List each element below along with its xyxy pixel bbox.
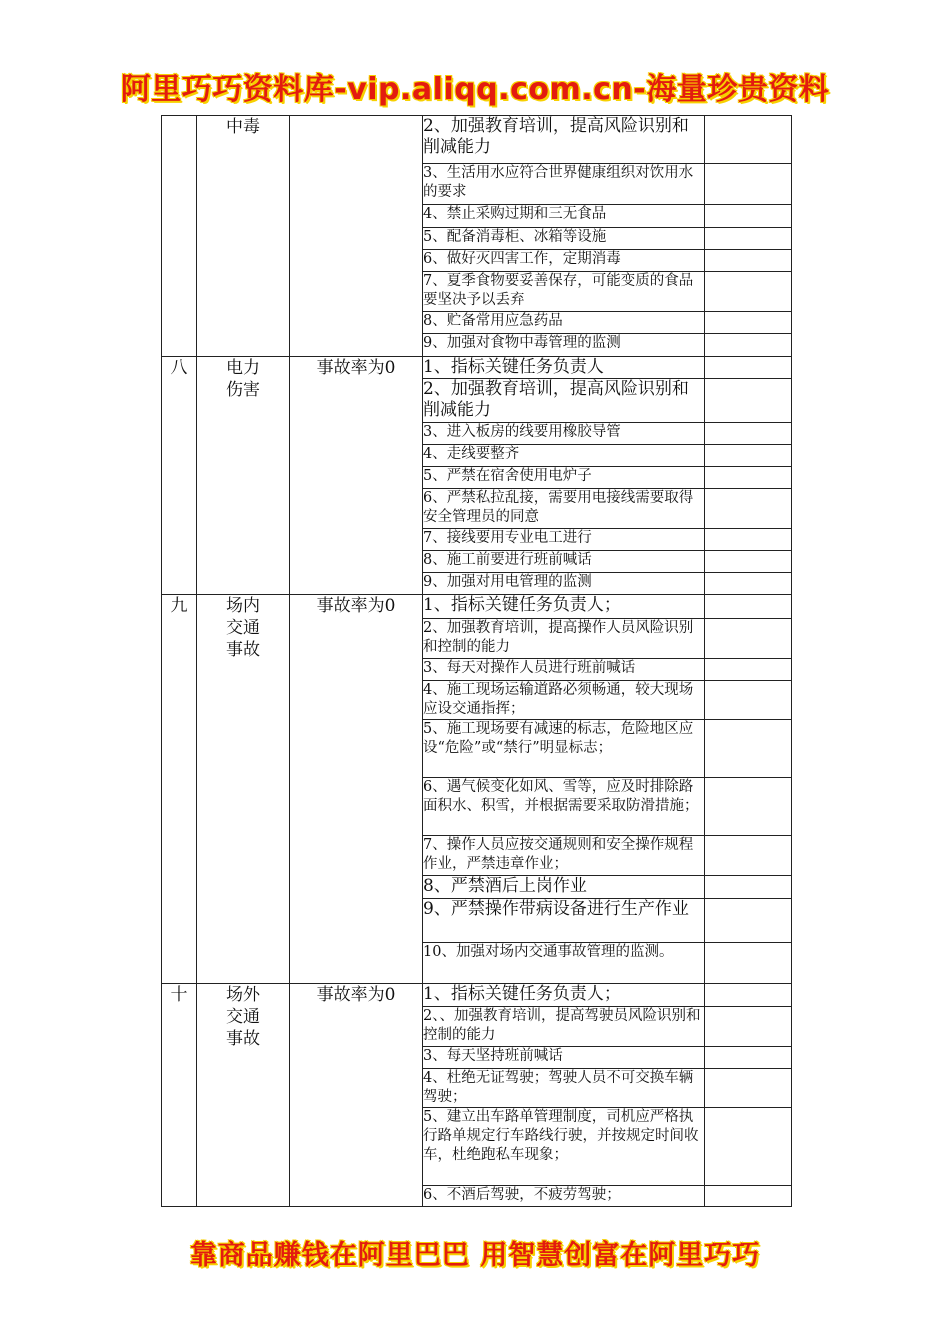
measure-item: 2、加强教育培训，提高风险识别和削减能力: [423, 116, 705, 164]
remark-cell: [705, 250, 792, 272]
remark-cell: [705, 573, 792, 595]
measure-item: 1、指标关键任务负责人: [423, 357, 705, 379]
remark-cell: [705, 943, 792, 984]
remark-cell: [705, 1007, 792, 1047]
target-cell: 事故率为0: [290, 595, 423, 984]
measure-item: 5、严禁在宿舍使用电炉子: [423, 467, 705, 489]
remark-cell: [705, 164, 792, 205]
header-banner: 阿里巧巧资料库-vip.aliqq.com.cn-海量珍贵资料: [120, 72, 830, 107]
measure-item: 9、加强对食物中毒管理的监测: [423, 334, 705, 357]
remark-cell: [705, 489, 792, 529]
table-row: [162, 595, 792, 619]
measure-item: 8、严禁酒后上岗作业: [423, 876, 705, 899]
measure-item: 4、禁止采购过期和三无食品: [423, 205, 705, 228]
remark-cell: [705, 720, 792, 778]
remark-cell: [705, 205, 792, 228]
hazard-name: 电力 伤害: [197, 357, 290, 595]
section-number: 八: [162, 357, 197, 595]
measure-item: 8、贮备常用应急药品: [423, 312, 705, 334]
measure-item: 3、生活用水应符合世界健康组织对饮用水的要求: [423, 164, 705, 205]
measure-item: 5、建立出车路单管理制度，司机应严格执行路单规定行车路线行驶，并按规定时间收车，杜绝跑私车现象；: [423, 1108, 705, 1186]
measure-item: 3、每天坚持班前喊话: [423, 1047, 705, 1069]
measure-item: 2、加强教育培训，提高风险识别和削减能力: [423, 379, 705, 423]
measure-item: 2、、加强教育培训，提高驾驶员风险识别和控制的能力: [423, 1007, 705, 1047]
measure-item: 7、操作人员应按交通规则和安全操作规程作业，严禁违章作业；: [423, 836, 705, 876]
section-number: 十: [162, 984, 197, 1207]
measure-item: 6、严禁私拉乱接，需要用电接线需要取得安全管理员的同意: [423, 489, 705, 529]
measure-item: 2、加强教育培训，提高操作人员风险识别和控制的能力: [423, 619, 705, 659]
table-row: [162, 357, 792, 379]
measure-item: 1、指标关键任务负责人；: [423, 595, 705, 619]
remark-cell: [705, 1186, 792, 1207]
measure-item: 7、夏季食物要妥善保存，可能变质的食品要坚决予以丢弃: [423, 272, 705, 312]
measure-item: 9、严禁操作带病设备进行生产作业: [423, 899, 705, 943]
section-number: 九: [162, 595, 197, 984]
remark-cell: [705, 1047, 792, 1069]
hazard-name: 中毒: [197, 116, 290, 357]
measure-item: 6、不酒后驾驶，不疲劳驾驶；: [423, 1186, 705, 1207]
section-number: [162, 116, 197, 357]
measure-item: 6、做好灭四害工作，定期消毒: [423, 250, 705, 272]
measure-item: 5、配备消毒柜、冰箱等设施: [423, 228, 705, 250]
hazard-name: 场外 交通 事故: [197, 984, 290, 1207]
remark-cell: [705, 681, 792, 720]
remark-cell: [705, 467, 792, 489]
remark-cell: [705, 334, 792, 357]
remark-cell: [705, 1108, 792, 1186]
remark-cell: [705, 272, 792, 312]
remark-cell: [705, 379, 792, 423]
hazard-name: 场内 交通 事故: [197, 595, 290, 984]
measure-item: 3、进入板房的线要用橡胶导管: [423, 423, 705, 445]
measure-item: 4、走线要整齐: [423, 445, 705, 467]
measure-item: 10、加强对场内交通事故管理的监测。: [423, 943, 705, 984]
remark-cell: [705, 778, 792, 836]
measure-item: 7、接线要用专业电工进行: [423, 529, 705, 551]
remark-cell: [705, 595, 792, 619]
remark-cell: [705, 876, 792, 899]
remark-cell: [705, 116, 792, 164]
remark-cell: [705, 228, 792, 250]
table-row: [162, 116, 792, 164]
footer-banner: 靠商品赚钱在阿里巴巴 用智慧创富在阿里巧巧: [189, 1240, 761, 1271]
remark-cell: [705, 357, 792, 379]
measure-item: 5、施工现场要有减速的标志，危险地区应设“危险”或“禁行”明显标志；: [423, 720, 705, 778]
remark-cell: [705, 312, 792, 334]
remark-cell: [705, 619, 792, 659]
remark-cell: [705, 423, 792, 445]
measure-item: 9、加强对用电管理的监测: [423, 573, 705, 595]
target-cell: 事故率为0: [290, 984, 423, 1207]
remark-cell: [705, 445, 792, 467]
remark-cell: [705, 529, 792, 551]
hazard-measures-table: [161, 115, 792, 1207]
measure-item: 8、施工前要进行班前喊话: [423, 551, 705, 573]
remark-cell: [705, 551, 792, 573]
measure-item: 4、施工现场运输道路必须畅通，较大现场应设交通指挥；: [423, 681, 705, 720]
remark-cell: [705, 984, 792, 1007]
measure-item: 1、指标关键任务负责人；: [423, 984, 705, 1007]
measure-item: 6、遇气候变化如风、雪等，应及时排除路面积水、积雪，并根据需要采取防滑措施；: [423, 778, 705, 836]
target-cell: [290, 116, 423, 357]
remark-cell: [705, 659, 792, 681]
target-cell: 事故率为0: [290, 357, 423, 595]
measure-item: 3、每天对操作人员进行班前喊话: [423, 659, 705, 681]
remark-cell: [705, 899, 792, 943]
table-row: [162, 984, 792, 1007]
measure-item: 4、杜绝无证驾驶；驾驶人员不可交换车辆驾驶；: [423, 1069, 705, 1108]
remark-cell: [705, 1069, 792, 1108]
remark-cell: [705, 836, 792, 876]
